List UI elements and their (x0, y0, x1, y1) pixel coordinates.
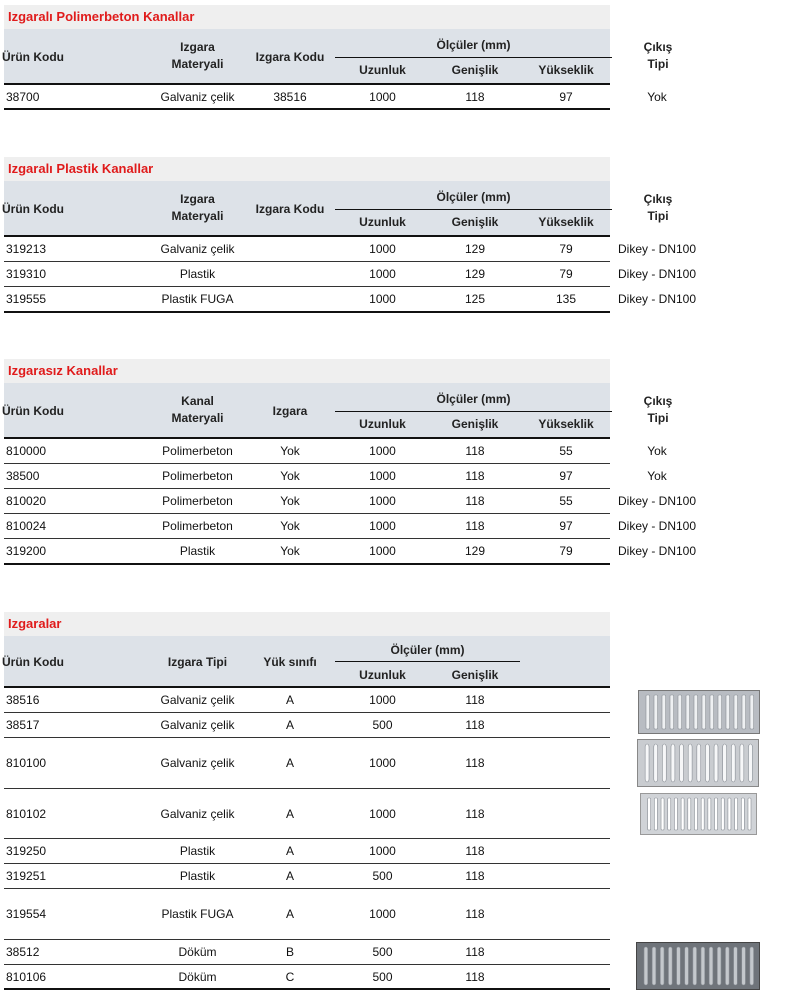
s2-dims-divider (335, 209, 612, 210)
s3-cell-material: Plastik (179, 544, 216, 558)
s4-cell-length: 1000 (369, 806, 396, 821)
s4-cell-width: 118 (465, 693, 485, 707)
galvanized-grate-image (638, 690, 760, 734)
s4-header-code: Ürün Kodu (2, 655, 64, 669)
s1-header-dims: Ölçüler (mm) (436, 38, 511, 52)
s4-cell-load: A (285, 718, 294, 732)
s2-header-code: Ürün Kodu (2, 202, 64, 216)
s2-cell-material: Plastik (179, 267, 216, 281)
s3-header-grate-code: Izgara (272, 404, 308, 418)
s3-cell-outlet: Dikey - DN100 (617, 494, 697, 508)
s4-header-length: Uzunluk (359, 668, 406, 682)
s3-cell-width: 129 (464, 544, 486, 558)
s4-cell-load: A (285, 756, 294, 770)
s1-cell-height: 97 (559, 89, 573, 104)
s4-header-width: Genişlik (451, 668, 499, 682)
s2-cell-material: Galvaniz çelik (160, 242, 235, 256)
s3-cell-length: 1000 (369, 469, 396, 483)
s1-header (2, 29, 673, 85)
s2-cell-material: Plastik FUGA (161, 292, 234, 306)
s4-header (4, 636, 610, 688)
s3-cell-outlet: Yok (647, 469, 667, 483)
s4-cell-width: 118 (465, 756, 485, 770)
table-row (4, 738, 610, 789)
s3-cell-material: Polimerbeton (162, 494, 233, 508)
table-row (4, 688, 610, 713)
s3-cell-material: Polimerbeton (162, 469, 233, 483)
s4-cell-code: 810100 (6, 756, 47, 770)
s2-cell-height: 79 (559, 267, 573, 281)
s4-cell-width: 118 (465, 869, 485, 883)
cast-iron-grate-image (636, 942, 760, 990)
s1-header-material: Izgara Materyali (171, 40, 224, 71)
s4-cell-length: 500 (372, 945, 393, 959)
table-row (4, 439, 667, 464)
table-row (4, 85, 667, 110)
s1-cell-grate: 38516 (273, 89, 307, 104)
s3-header-outlet: Çıkış Tipi (643, 394, 673, 425)
s2-header-height: Yükseklik (538, 215, 594, 229)
s2-cell-grate (245, 262, 335, 286)
s3-dims-divider (335, 411, 612, 412)
s3-header-width: Genişlik (451, 417, 499, 431)
s4-cell-width: 118 (465, 945, 485, 959)
s4-cell-load: A (285, 806, 294, 821)
table-row (4, 839, 610, 864)
table-row (4, 889, 610, 940)
s3-cell-grate: Yok (280, 469, 300, 483)
s4-cell-type: Galvaniz çelik (160, 806, 235, 821)
s3-cell-width: 118 (465, 519, 485, 533)
s4-cell-code: 319251 (6, 869, 47, 883)
table-row (4, 489, 697, 514)
table-row (4, 789, 610, 839)
s2-cell-outlet: Dikey - DN100 (617, 292, 697, 306)
s3-cell-code: 810024 (6, 519, 47, 533)
s4-cell-type: Galvaniz çelik (160, 718, 235, 732)
s4-cell-code: 38516 (6, 693, 40, 707)
s3-header-code: Ürün Kodu (2, 404, 64, 418)
s1-header-height: Yükseklik (538, 63, 594, 77)
s3-header-height: Yükseklik (538, 417, 594, 431)
s3-cell-code: 810000 (6, 444, 47, 458)
s3-header-length: Uzunluk (359, 417, 406, 431)
table-row (4, 464, 667, 489)
s1-cell-code: 38700 (6, 89, 40, 104)
s3-header-material: Kanal Materyali (171, 394, 224, 425)
s4-cell-length: 1000 (369, 844, 396, 858)
table-row (4, 713, 610, 738)
s2-header (2, 181, 673, 237)
s2-cell-width: 129 (464, 242, 486, 256)
s2-cell-code: 319310 (6, 267, 47, 281)
s2-cell-code: 319555 (6, 292, 47, 306)
s4-cell-width: 118 (465, 844, 485, 858)
s2-header-grate-code: Izgara Kodu (255, 202, 325, 216)
s4-cell-type: Plastik (179, 869, 216, 883)
s1-cell-length: 1000 (369, 89, 396, 104)
s3-cell-height: 97 (559, 519, 573, 533)
s4-cell-code: 319554 (6, 907, 47, 921)
s1-cell-material: Galvaniz çelik (160, 89, 235, 104)
s2-cell-grate (245, 287, 335, 311)
s3-cell-length: 1000 (369, 444, 396, 458)
s4-cell-length: 500 (372, 969, 393, 984)
s3-cell-grate: Yok (280, 494, 300, 508)
s3-cell-length: 1000 (369, 544, 396, 558)
s3-cell-height: 79 (559, 544, 573, 558)
s3-title: Izgarasız Kanallar (4, 359, 610, 383)
perforated-grate-image (637, 739, 759, 787)
s4-header-load: Yük sınıfı (263, 655, 317, 669)
s4-header-type: Izgara Tipi (167, 655, 228, 669)
s3-cell-width: 118 (465, 494, 485, 508)
s1-title: Izgaralı Polimerbeton Kanallar (4, 5, 610, 29)
s3-cell-outlet: Yok (647, 444, 667, 458)
table-row (4, 514, 697, 539)
s2-cell-grate (245, 237, 335, 261)
s2-cell-length: 1000 (369, 292, 396, 306)
table-row (4, 237, 697, 262)
s3-cell-code: 810020 (6, 494, 47, 508)
s4-cell-width: 118 (465, 718, 485, 732)
s3-cell-length: 1000 (369, 519, 396, 533)
s4-cell-code: 38512 (6, 945, 40, 959)
s2-cell-width: 129 (464, 267, 486, 281)
s4-cell-width: 118 (465, 806, 485, 821)
s3-header-dims: Ölçüler (mm) (436, 392, 511, 406)
s3-cell-outlet: Dikey - DN100 (617, 544, 697, 558)
s2-cell-width: 125 (464, 292, 486, 306)
s4-cell-type: Plastik (179, 844, 216, 858)
s3-cell-width: 118 (465, 444, 485, 458)
s4-cell-type: Döküm (178, 969, 217, 984)
s4-cell-load: B (285, 945, 294, 959)
s4-cell-code: 810106 (6, 969, 47, 984)
s3-cell-grate: Yok (280, 544, 300, 558)
s3-cell-material: Polimerbeton (162, 519, 233, 533)
s2-header-material: Izgara Materyali (171, 192, 224, 223)
s4-title: Izgaralar (4, 612, 610, 636)
s4-cell-length: 1000 (369, 693, 396, 707)
s2-title: Izgaralı Plastik Kanallar (4, 157, 610, 181)
s2-cell-length: 1000 (369, 242, 396, 256)
s4-cell-code: 319250 (6, 844, 47, 858)
s3-cell-width: 118 (465, 469, 485, 483)
s4-cell-load: A (285, 869, 294, 883)
s1-dims-divider (335, 57, 612, 58)
s4-cell-length: 1000 (369, 756, 396, 770)
slotted-grate-image (640, 793, 757, 835)
s3-cell-material: Polimerbeton (162, 444, 233, 458)
s4-dims-divider (335, 661, 520, 662)
s2-cell-height: 135 (555, 292, 577, 306)
s3-cell-grate: Yok (280, 519, 300, 533)
s4-cell-width: 118 (465, 969, 485, 984)
s1-header-width: Genişlik (451, 63, 499, 77)
s4-cell-length: 500 (372, 718, 393, 732)
table-row (4, 864, 610, 889)
s4-cell-load: A (285, 844, 294, 858)
s4-cell-length: 1000 (369, 907, 396, 921)
s4-cell-code: 38517 (6, 718, 40, 732)
table-row (4, 262, 697, 287)
s2-cell-length: 1000 (369, 267, 396, 281)
s3-cell-outlet: Dikey - DN100 (617, 519, 697, 533)
s1-header-outlet: Çıkış Tipi (643, 40, 673, 71)
s2-header-width: Genişlik (451, 215, 499, 229)
s4-cell-load: A (285, 693, 294, 707)
s3-header (2, 383, 673, 439)
s4-cell-type: Plastik FUGA (161, 907, 234, 921)
s4-cell-length: 500 (372, 869, 393, 883)
s4-cell-code: 810102 (6, 806, 47, 821)
s4-header-dims: Ölçüler (mm) (390, 643, 465, 657)
s3-cell-grate: Yok (280, 444, 300, 458)
s1-header-code: Ürün Kodu (2, 50, 64, 64)
s4-cell-load: C (285, 969, 295, 984)
s3-cell-length: 1000 (369, 494, 396, 508)
table-row (4, 287, 697, 313)
s1-cell-width: 118 (465, 89, 485, 104)
s4-cell-type: Döküm (178, 945, 217, 959)
s1-header-grate-code: Izgara Kodu (255, 50, 325, 64)
s2-header-length: Uzunluk (359, 215, 406, 229)
s4-cell-width: 118 (465, 907, 485, 921)
s2-cell-outlet: Dikey - DN100 (617, 267, 697, 281)
s3-cell-height: 97 (559, 469, 573, 483)
s3-cell-height: 55 (559, 494, 573, 508)
table-row (4, 965, 610, 990)
s2-cell-height: 79 (559, 242, 573, 256)
s2-cell-outlet: Dikey - DN100 (617, 242, 697, 256)
s2-cell-code: 319213 (6, 242, 47, 256)
s2-header-outlet: Çıkış Tipi (643, 192, 673, 223)
table-row (4, 940, 610, 965)
s4-cell-type: Galvaniz çelik (160, 693, 235, 707)
s4-cell-type: Galvaniz çelik (160, 756, 235, 770)
s1-header-length: Uzunluk (359, 63, 406, 77)
s3-cell-height: 55 (559, 444, 573, 458)
s2-header-dims: Ölçüler (mm) (436, 190, 511, 204)
table-row (4, 539, 697, 565)
s1-cell-outlet: Yok (647, 89, 667, 104)
s3-cell-code: 38500 (6, 469, 40, 483)
s4-cell-load: A (285, 907, 294, 921)
s3-cell-code: 319200 (6, 544, 47, 558)
